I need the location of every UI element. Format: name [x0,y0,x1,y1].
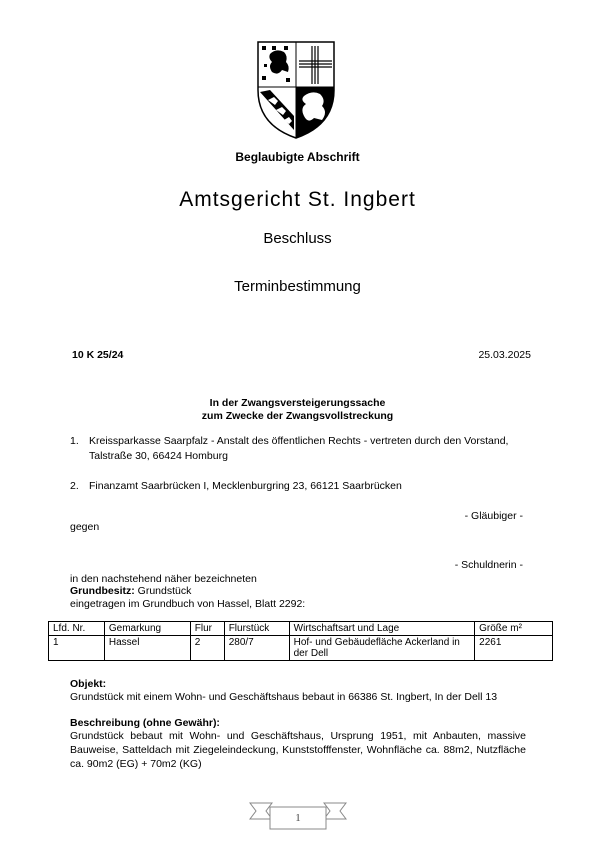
col-header-number: Lfd. Nr. [49,622,105,636]
creditor-2-line: Finanzamt Saarbrücken I, Mecklenburgring 23, 66121 Saarbrücken [89,480,402,492]
property-value: Grundstück [137,585,192,597]
creditor-2-number: 2. [70,480,79,492]
description-label: Beschreibung (ohne Gewähr): [70,717,220,729]
court-title: Amtsgericht St. Ingbert [179,188,416,211]
file-number: 10 K 25/24 [72,349,124,361]
intro-line-2: zum Zwecke der Zwangsvollstreckung [201,410,394,422]
decision-title: Beschluss [263,230,332,247]
creditor-role: - Gläubiger - [464,510,523,522]
property-intro: in den nachstehend näher bezeichneten [70,573,257,585]
property-label: Grundbesitz: [70,585,135,597]
land-register: eingetragen im Grundbuch von Hassel, Blatt 2292: [70,598,306,610]
col-header-flur: Flur [190,622,224,636]
cell-parcel: 280/7 [224,636,289,661]
col-header-size: Größe m² [475,622,553,636]
property-table [48,621,553,661]
col-header-usage: Wirtschaftsart und Lage [289,622,475,636]
creditor-1-line-2: Talstraße 30, 66424 Homburg [89,450,228,462]
cell-number: 1 [49,636,105,661]
table-row [49,636,553,661]
cell-usage: Hof- und Gebäudefläche Ackerland in der Dell [289,636,475,661]
object-label: Objekt: [70,678,107,690]
document-date: 25.03.2025 [478,349,531,361]
creditor-1-number: 1. [70,435,79,447]
object-text: Grundstück mit einem Wohn- und Geschäftshaus bebaut in 66386 St. Ingbert, In der Dell 13 [70,691,498,703]
page-number: 1 [295,812,301,824]
cell-size: 2261 [475,636,553,661]
description-text: Grundstück bebaut mit Wohn- und Geschäftshaus, Ursprung 1951, mit Anbauten, massive Bauweise, Satteldach mit Ziegeleindeckung, Kunststofffenster, Wohnfläche ca. 88m2, Nutzfläche ca. 90m2 (EG) + 70m2 (KG) [70,730,526,770]
property-line [70,584,191,598]
subject-title: Terminbestimmung [234,278,361,295]
col-header-district: Gemarkung [104,622,190,636]
cell-district: Hassel [104,636,190,661]
col-header-parcel: Flurstück [224,622,289,636]
creditor-1-line-1: Kreissparkasse Saarpfalz - Anstalt des öffentlichen Rechts - vertreten durch den Vorstand, [89,435,509,447]
debtor-role: - Schuldnerin - [454,559,523,571]
cell-flur: 2 [190,636,224,661]
intro-line-1: In der Zwangsversteigerungssache [209,397,386,409]
table-header-row [49,622,553,636]
coat-of-arms-icon [256,40,336,140]
against-label: gegen [70,521,100,533]
certified-copy-label: Beglaubigte Abschrift [235,150,360,164]
